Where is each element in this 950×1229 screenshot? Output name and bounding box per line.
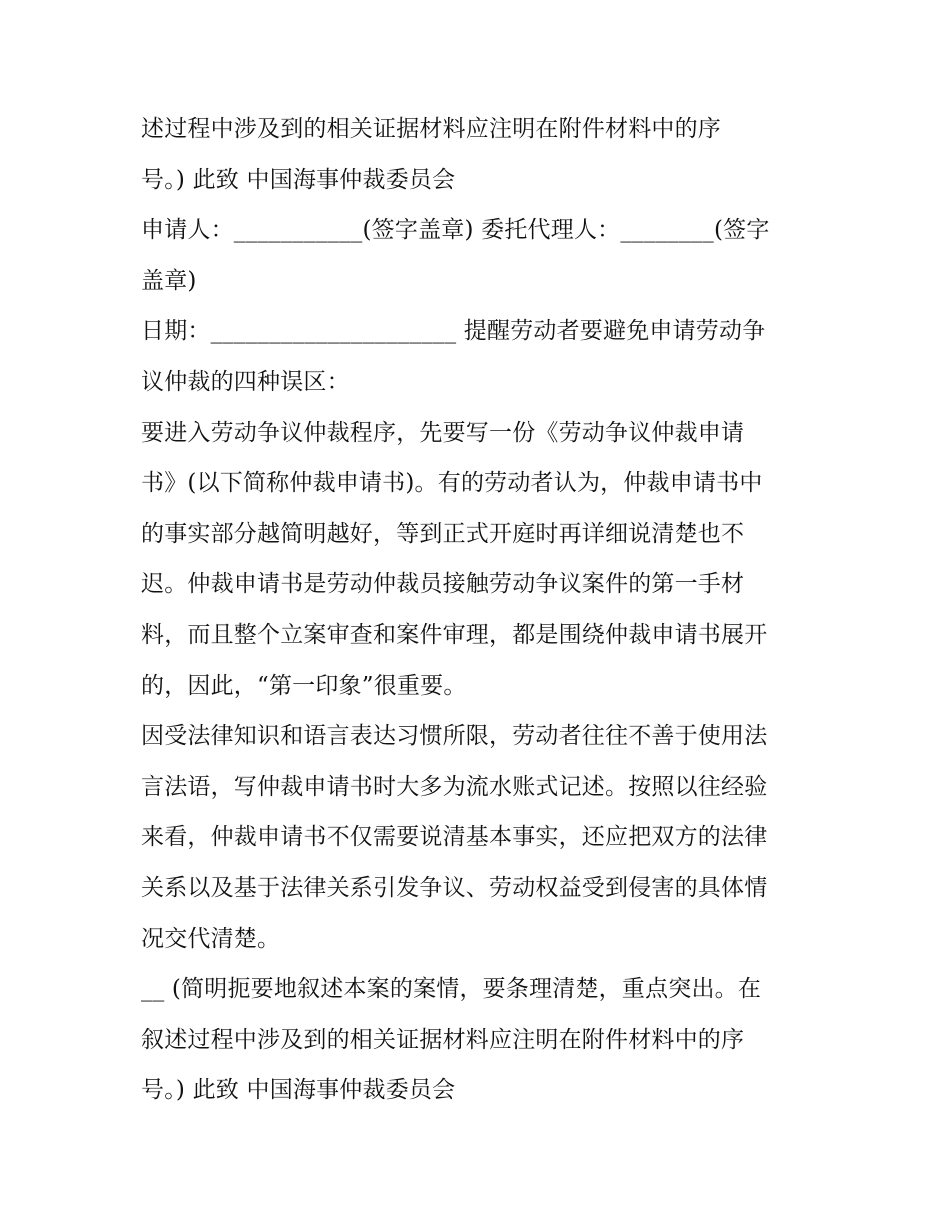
text-line: 的，因此，“第一印象”很重要。	[141, 672, 467, 699]
text-line: 关系以及基于法律关系引发争议、劳动权益受到侵害的具体情	[141, 874, 768, 901]
text-line: 料，而且整个立案审查和案件审理，都是围绕仲裁申请书展开	[141, 621, 768, 648]
text-line: 迟。仲裁申请书是劳动仲裁员接触劳动争议案件的第一手材	[141, 571, 745, 598]
document-body	[141, 104, 821, 1116]
text-line: 的事实部分越简明越好，等到正式开庭时再详细说清楚也不	[141, 520, 745, 547]
text-line: 述过程中涉及到的相关证据材料应注明在附件材料中的序	[141, 116, 721, 142]
text-line: 号。) 此致 中国海事仲裁委员会	[141, 166, 456, 193]
text-line: 盖章)	[141, 267, 197, 294]
text-line: 来看，仲裁申请书不仅需要说清基本事实，还应把双方的法律	[141, 824, 768, 851]
text-line: 日期：_____________________ 提醒劳动者要避免申请劳动争	[141, 318, 766, 345]
text-line: 议仲裁的四种误区：	[141, 368, 350, 395]
text-line: 况交代清楚。	[141, 925, 281, 952]
text-line: 要进入劳动争议仲裁程序，先要写一份《劳动争议仲裁申请	[141, 419, 745, 446]
text-line: __ (简明扼要地叙述本案的案情，要条理清楚，重点突出。在	[141, 976, 762, 1003]
text-line: 因受法律知识和语言表达习惯所限，劳动者往往不善于使用法	[141, 723, 768, 750]
text-line: 号。) 此致 中国海事仲裁委员会	[141, 1077, 456, 1104]
text-line: 言法语，写仲裁申请书时大多为流水账式记述。按照以往经验	[141, 773, 768, 800]
text-line: 申请人：___________(签字盖章) 委托代理人：________(签字	[141, 217, 770, 244]
text-line: 叙述过程中涉及到的相关证据材料应注明在附件材料中的序	[141, 1026, 745, 1053]
text-line: 书》(以下简称仲裁申请书)。有的劳动者认为，仲裁申请书中	[141, 470, 763, 497]
